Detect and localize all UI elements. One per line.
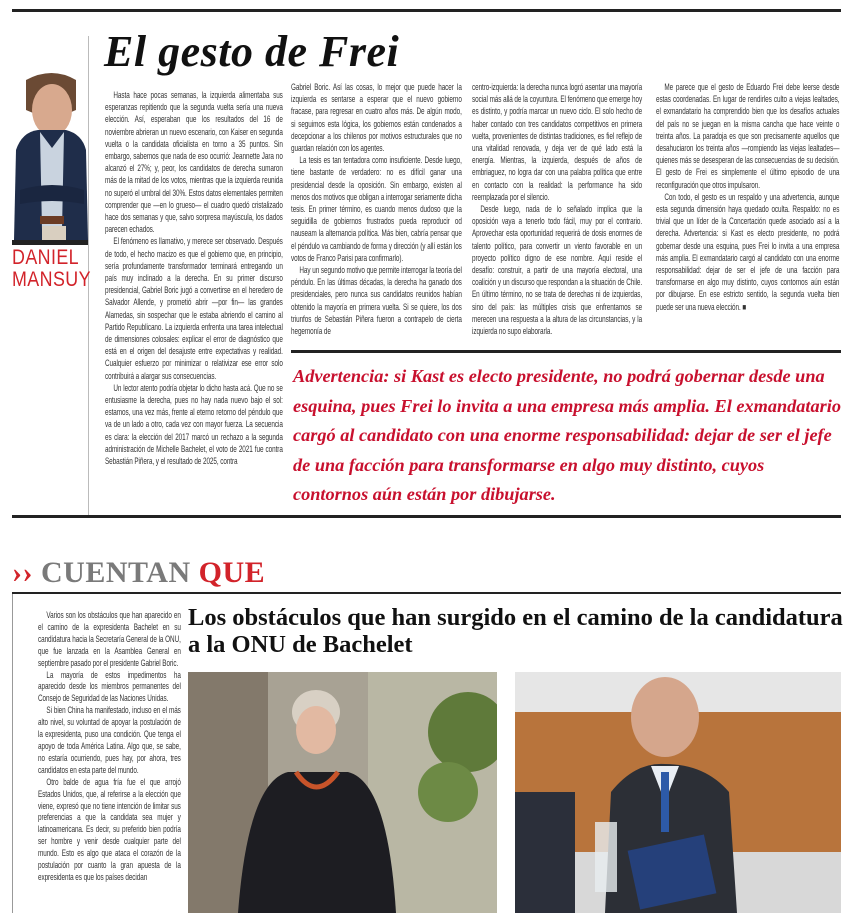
author-last-name: MANSUY (12, 268, 91, 291)
double-chevron-icon: ›› (12, 556, 33, 589)
author-bar (12, 240, 88, 245)
paragraph: Gabriel Boric. Así las cosas, lo mejor que puede hacer la izquierda es sentarse a esperar que el nuevo gobierno fracase, para regresar en cuatro años más. De algún modo, si seguimos esta lógica, los gobiernos están condenados a decepcionar a los chilenos por motivos estructurales que no guardan relación con los agentes. (291, 82, 462, 154)
news-body (38, 610, 181, 884)
pull-quote: Advertencia: si Kast es electo presidente, no podrá gobernar desde una esquina, pues Frei lo invita a una empresa más amplia. El exmandatario cargó al candidato con una enorme responsabilidad: dejar de ser el jefe de una facción para transformarse en algo muy distinto, cuyos contornos aún están por dibujarse. (293, 366, 841, 505)
paragraph: Me parece que el gesto de Eduardo Frei debe leerse desde estas coordenadas. En lugar de rendirles culto a viejas lealtades, el exmandatario ha comprendido bien que los desafíos actuales del país no se juegan en la misma cancha que hace veinte o treinta años. La paradoja es que son precisamente aquellos que desahuciaron los treinta años —rompiendo las viejas lealtades— quienes más se desesperan de las consecuencias de su decisión. El gesto de Frei es simplemente el último episodio de una reconfiguración que otros impulsaron. (656, 82, 840, 190)
paragraph: Con todo, el gesto es un respaldo y una advertencia, aunque esta segunda dimensión haya quedado oculta. Respaldo: no es trivial que un líder de la Concertación quede asociado así a la derecha. Advertencia: si Kast es electo presidente, no podrá gobernar desde una esquina, pues Frei lo invita a una empresa más amplia. El exmandatario cargó al candidato con una enorme responsabilidad: dejar de ser el jefe de una facción para transformarse en algo muy distinto, cuyos contornos aún están por dibujarse. En ese estricto sentido, la segunda vuelta bien puede ser una nueva elección. ■ (656, 191, 840, 312)
bachelet-photo (188, 672, 497, 913)
paragraph: Varios son los obstáculos que han aparecido en el camino de la expresidenta Bachelet en su candidatura hacia la Secretaría General de la ONU, que fue lanzada en la Asamblea General en septiembre pasado por el presidente Gabriel Boric. (38, 610, 181, 668)
paragraph: Hay un segundo motivo que permite interrogar la teoría del péndulo. En las últimas décadas, la derecha ha ganado dos presidenciales, pero nunca sus candidatos reunidos habían obtenido la mayoría en primera vuelta. Si se quiere, los dos triunfos de Sebastián Piñera fueron a contrapelo de cierta hegemonía de (291, 265, 462, 337)
article-column-3 (472, 81, 642, 337)
section-left-border (12, 594, 13, 913)
article-column-2 (291, 81, 462, 337)
quote-rule (291, 350, 841, 353)
paragraph: Desde luego, nada de lo señalado implica que la oposición vaya a tenerlo todo fácil, muy por el contrario. Aprovechar esta oportunidad requerirá de dosis enormes de talento político, para convertir un viento favorable en un proyecto político digno de ese nombre. Aquí reside el desafío: construir, a partir de una mayoría electoral, una coalición y un discurso que respondan a la situación de Chile. En último término, no se trata de derechas ni de izquierdas, sino del país: las múltiples crisis que enfrentamos se merecen una respuesta a la altura de las circunstancias, y la izquierda no supo elaborarla. (472, 204, 643, 337)
section-label: CUENTAN (40, 556, 191, 589)
section-label-accent: QUE (198, 556, 266, 589)
author-name (12, 247, 91, 291)
paragraph: La tesis es tan tentadora como insuficiente. Desde luego, tiene bastante de verdadero: no es difícil ganar una presidencial desde la oposición. Sin embargo, existen al menos dos motivos que obligan a interrogar seriamente dicha tesis. En primer término, es cuando menos dudoso que la seguidilla de gobiernos frustrados pueda reproducir od nauseam la alternancia política. Más bien, cabría pensar que el péndulo va cambiando de forma y dirección (y allí están los votos de Franco Parisi para confirmarlo). (291, 155, 462, 263)
author-photo (12, 40, 88, 240)
article-bottom-rule (12, 515, 841, 518)
author-first-name: DANIEL (12, 246, 80, 269)
news-headline: Los obstáculos que han surgido en el camino de la candidatura a la ONU de Bachelet (188, 604, 843, 658)
paragraph: Si bien China ha manifestado, incluso en el más alto nivel, su voluntad de apoyar la postulación de la expresidenta, puso una condición. Que tenga el apoyo de toda América Latina. Algo que, se sabe, no estaría ocurriendo, pues hay, por ahora, tres candidatos en esta parte del mundo. (38, 705, 181, 775)
paragraph: El fenómeno es llamativo, y merece ser observado. Después de todo, el hecho macizo es que el gobierno que, en principio, sería profundamente transformador terminará entregando un país muy inclinado a la derecha. En su primer discurso presidencial, Gabriel Boric jugó a convertirse en el heredero de Salvador Allende, y prometió abrir —por fin— las grandes Alamedas, sin sospechar que le estaba abriendo el camino al Partido Republicano. La izquierda enfrenta una tarea intelectual de dimensiones colosales: explicar el error de diagnóstico que está en el origen del desajuste entre expectativas y realidad. Cualquier esfuerzo por minimizar o relativizar ese error solo contribuirá a alargar sus consecuencias. (105, 236, 283, 381)
section-rule (12, 592, 841, 594)
paragraph: Hasta hace pocas semanas, la izquierda alimentaba sus esperanzas repitiendo que la segunda vuelta sería una nueva elección. Así, esperaban que los resultados del 16 de noviembre abrieran un nuevo escenario, con Kaiser en segunda vuelta o la candidata oficialista en torno a 35 puntos. Sin embargo, sabemos que nada de eso ocurrió: Jeannette Jara no alcanzó el 27%; y, peor, los candidatos de derecha sumaron más de la mitad de los votos, mientras que la izquierda reunida no superó el umbral del 30%. Estos datos elementales permiten comprender que —en lo grueso— el cuadro quedó cristalizado hace dos semanas y que, salvo sorpresa mayúscula, los dados parecen echados. (105, 90, 283, 235)
article-column-4 (656, 81, 839, 313)
paragraph: centro-izquierda: la derecha nunca logró asentar una mayoría social más allá de la coyuntura. El fenómeno que emerge hoy es distinto, y podría marcar un nuevo ciclo. El solo hecho de haber contado con tres candidatos competitivos en primera vuelta, provenientes de distintas tradiciones, es fiel reflejo de una vitalidad renovada, y deja ver de qué lado está la energía. Mientras, la izquierda, después de años de embriaguez, no logra dar con una palabra política que entre en contacto con la realidad: la performance ha sido reemplazada por el silencio. (472, 82, 643, 202)
article-column-1 (105, 89, 283, 467)
paragraph: Otro balde de agua fría fue el que arrojó Estados Unidos, que, al referirse a la elección que viene, expresó que no tiene intención de limitar sus preferencias a que la candidata sea mujer y latinoamericana. Es decir, su preferido bien podría ser hombre y venir desde cualquier parte del mundo. Esto es algo que ataca el corazón de la postulación por cuanto la gran apuesta de la expresidenta es que los países decidan (38, 776, 181, 882)
paragraph: La mayoría de estos impedimentos ha aparecido desde los miembros permanentes del Consejo de Seguridad de las Naciones Unidas. (38, 669, 181, 704)
article-title: El gesto de Frei (104, 27, 400, 76)
section-header (12, 556, 265, 590)
top-rule (12, 9, 841, 12)
paragraph: Un lector atento podría objetar lo dicho hasta acá. Que no se entusiasme la derecha, pues no hay nada nuevo bajo el sol: estamos, una vez más, frente al eterno retorno del péndulo que va de un lado a otro, cada vez con mayor fuerza. La secuencia es clara: la elección del 2017 marcó un rechazo a la segunda administración de Michelle Bachelet, el voto de 2021 fue contra Sebastián Piñera, y el resultado de 2025, contra (105, 382, 283, 467)
grossi-photo (515, 672, 841, 913)
